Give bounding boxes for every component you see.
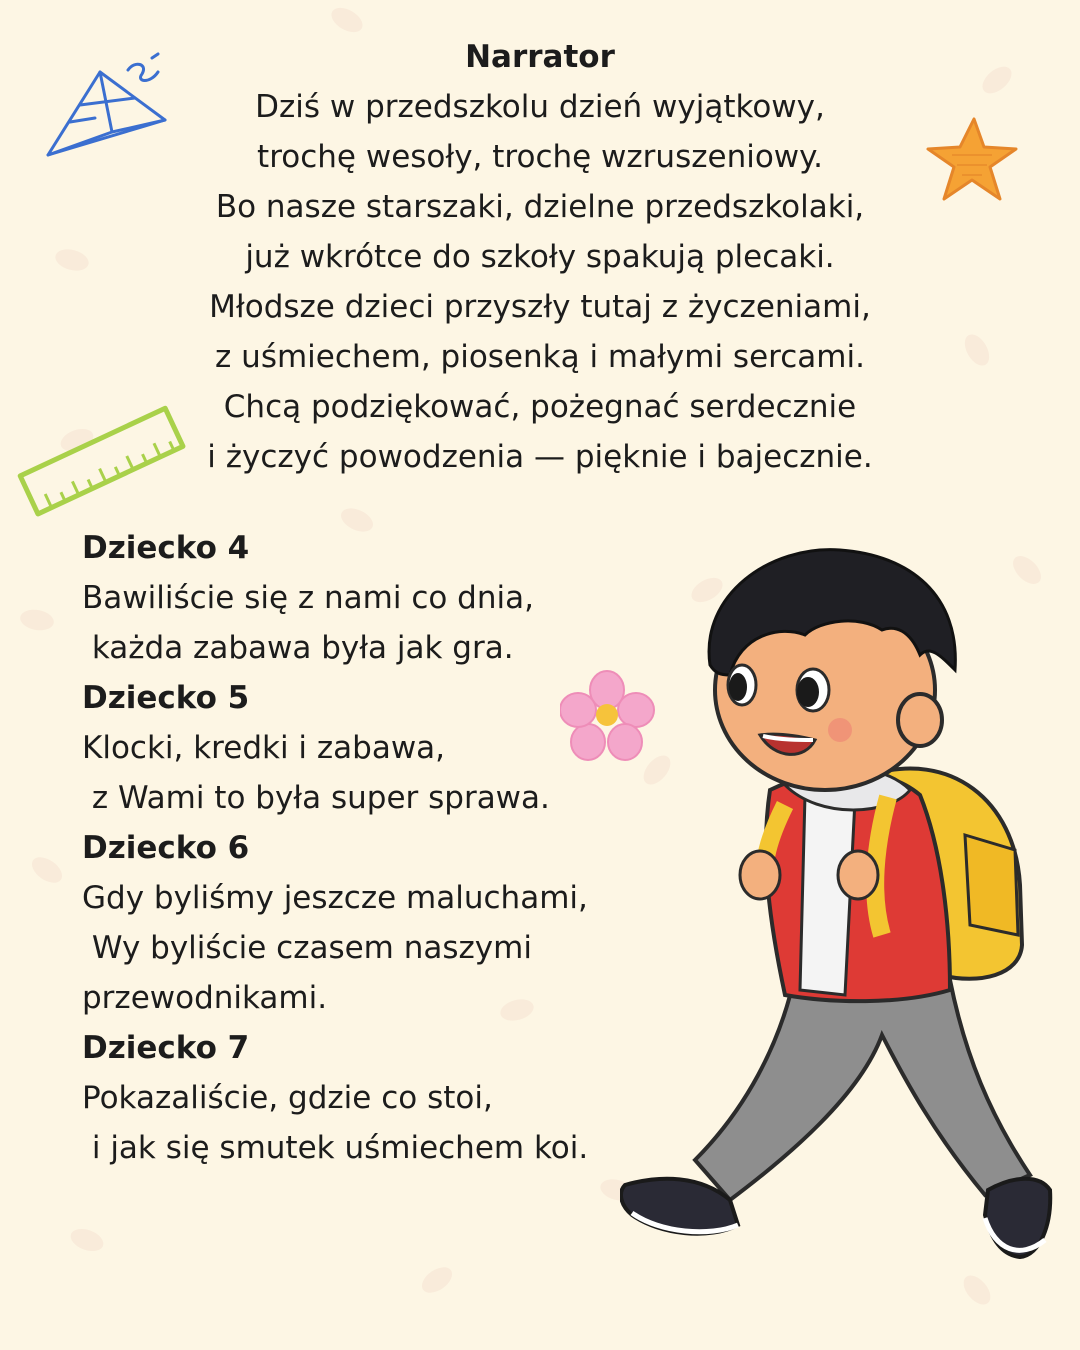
narrator-line: Młodsze dzieci przyszły tutaj z życzeniami, xyxy=(209,289,871,325)
dialogue-line: z Wami to była super sprawa. xyxy=(82,780,550,816)
dialogue-line: każda zabawa była jak gra. xyxy=(82,630,514,666)
left-hand xyxy=(740,851,780,899)
dialogue-line: Klocki, kredki i zabawa, xyxy=(82,730,446,766)
dialogue-line: Pokazaliście, gdzie co stoi, xyxy=(82,1080,493,1116)
narrator-line: Dziś w przedszkolu dzień wyjątkowy, xyxy=(255,89,825,125)
narrator-line: już wkrótce do szkoły spakują plecaki. xyxy=(245,239,835,275)
right-hand xyxy=(838,851,878,899)
narrator-title: Narrator xyxy=(465,39,615,75)
narrator-line: Chcą podziękować, pożegnać serdecznie xyxy=(223,389,857,425)
pants xyxy=(695,975,1030,1200)
background-petal xyxy=(958,1271,995,1310)
speaker-name: Dziecko 7 xyxy=(82,1030,250,1066)
narrator-line: z uśmiechem, piosenką i małymi sercami. xyxy=(215,339,865,375)
background-petal xyxy=(27,852,66,888)
dialogue-section xyxy=(82,523,642,1173)
background-petal xyxy=(68,1225,107,1255)
speaker-name: Dziecko 6 xyxy=(82,830,250,866)
background-petal xyxy=(19,607,56,633)
dialogue-line: Wy byliście czasem naszymi xyxy=(82,930,532,966)
narrator-line: Bo nasze starszaki, dzielne przedszkolaki, xyxy=(215,189,865,225)
dialogue-line: Gdy byliśmy jeszcze maluchami, xyxy=(82,880,588,916)
narrator-line: i życzyć powodzenia — pięknie i bajecznie. xyxy=(207,439,873,475)
narrator-section xyxy=(0,32,1080,482)
boy-with-backpack-illustration xyxy=(620,535,1060,1265)
background-petal xyxy=(417,1262,456,1298)
narrator-line: trochę wesoły, trochę wzruszeniowy. xyxy=(257,139,823,175)
dialogue-line: i jak się smutek uśmiechem koi. xyxy=(82,1130,589,1166)
dialogue-line: Bawiliście się z nami co dnia, xyxy=(82,580,534,616)
speaker-name: Dziecko 5 xyxy=(82,680,250,716)
dialogue-line: przewodnikami. xyxy=(82,980,328,1016)
speaker-name: Dziecko 4 xyxy=(82,530,250,566)
